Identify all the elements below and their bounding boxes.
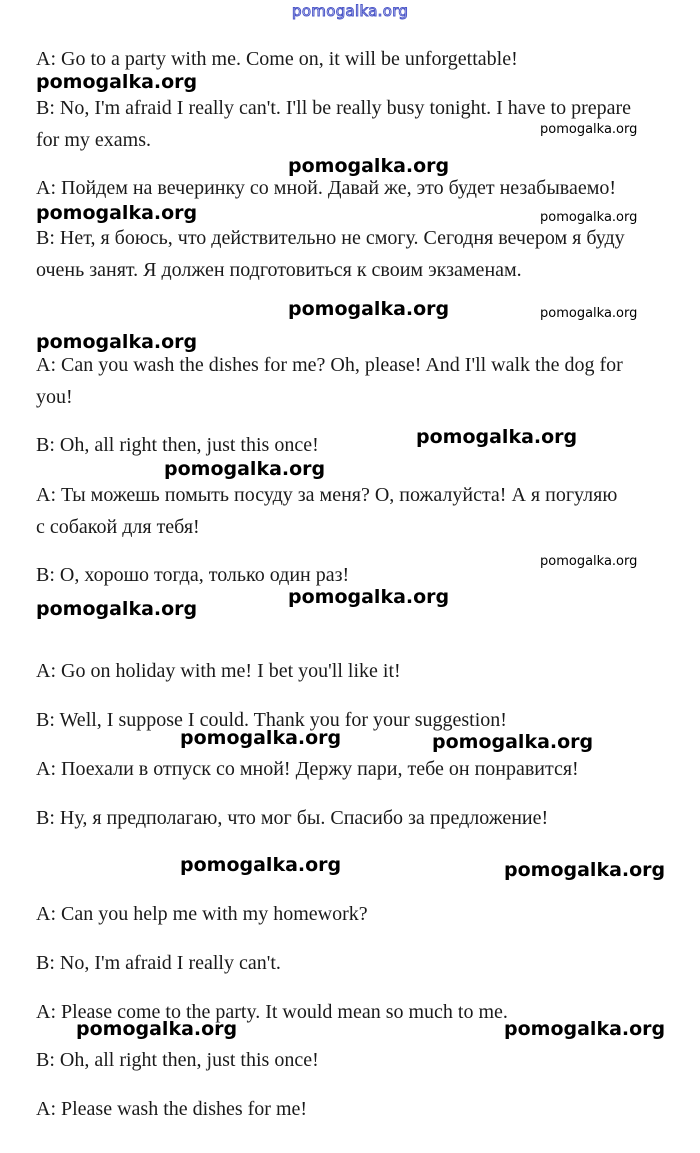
- watermark: pomogalka.org: [540, 122, 638, 137]
- dialogue-4-line-1: A: Can you help me with my homework?: [36, 903, 368, 925]
- dialogue-1-a-en: A: Go to a party with me. Come on, it will be unforgettable!: [36, 48, 518, 70]
- watermark: pomogalka.org: [540, 554, 638, 569]
- dialogue-4-line-5: A: Please wash the dishes for me!: [36, 1098, 308, 1120]
- dialogue-2-b-en: B: Oh, all right then, just this once!: [36, 434, 319, 456]
- watermark: pomogalka.org: [36, 202, 198, 224]
- watermark: pomogalka.org: [416, 426, 578, 448]
- watermark: pomogalka.org: [36, 331, 198, 353]
- dialogue-3-a-en: A: Go on holiday with me! I bet you'll like it!: [36, 660, 401, 682]
- watermark: pomogalka.org: [76, 1018, 238, 1040]
- dialogue-3-b-ru: B: Ну, я предполагаю, что мог бы. Спасибо за предложение!: [36, 807, 549, 829]
- dialogue-4-line-4: B: Oh, all right then, just this once!: [36, 1049, 319, 1071]
- dialogue-2-b-ru: B: О, хорошо тогда, только один раз!: [36, 564, 350, 586]
- watermark: pomogalka.org: [36, 71, 198, 93]
- watermark: pomogalka.org: [36, 598, 198, 620]
- watermark: pomogalka.org: [288, 155, 450, 177]
- dialogue-4-line-3: A: Please come to the party. It would mean so much to me.: [36, 1001, 508, 1023]
- dialogue-2-a-en-line-2: you!: [36, 386, 73, 408]
- watermark: pomogalka.org: [540, 306, 638, 321]
- watermark: pomogalka.org: [288, 586, 450, 608]
- dialogue-1-b-ru-line-1: B: Нет, я боюсь, что действительно не смогу. Сегодня вечером я буду: [36, 227, 625, 249]
- watermark: pomogalka.org: [180, 727, 342, 749]
- dialogue-4-line-2: B: No, I'm afraid I really can't.: [36, 952, 281, 974]
- watermark: pomogalka.org: [540, 210, 638, 225]
- dialogue-1-a-ru: A: Пойдем на вечеринку со мной. Давай же, это будет незабываемо!: [36, 177, 617, 199]
- dialogue-3-a-ru: A: Поехали в отпуск со мной! Держу пари, тебе он понравится!: [36, 758, 579, 780]
- dialogue-1-b-en-line-1: B: No, I'm afraid I really can't. I'll be really busy tonight. I have to prepare: [36, 97, 632, 119]
- watermark: pomogalka.org: [432, 731, 594, 753]
- dialogue-2-a-ru-line-1: A: Ты можешь помыть посуду за меня? О, пожалуйста! А я погуляю: [36, 484, 618, 506]
- dialogue-1-b-en-line-2: for my exams.: [36, 129, 151, 151]
- dialogue-2-a-en-line-1: A: Can you wash the dishes for me? Oh, please! And I'll walk the dog for: [36, 354, 623, 376]
- header-watermark: pomogalka.org: [292, 2, 409, 20]
- watermark: pomogalka.org: [504, 1018, 666, 1040]
- dialogue-3-b-en: B: Well, I suppose I could. Thank you for your suggestion!: [36, 709, 507, 731]
- watermark: pomogalka.org: [504, 859, 666, 881]
- dialogue-1-b-ru-line-2: очень занят. Я должен подготовиться к своим экзаменам.: [36, 259, 522, 281]
- dialogue-2-a-ru-line-2: с собакой для тебя!: [36, 516, 200, 538]
- watermark: pomogalka.org: [164, 458, 326, 480]
- watermark: pomogalka.org: [180, 854, 342, 876]
- watermark: pomogalka.org: [288, 298, 450, 320]
